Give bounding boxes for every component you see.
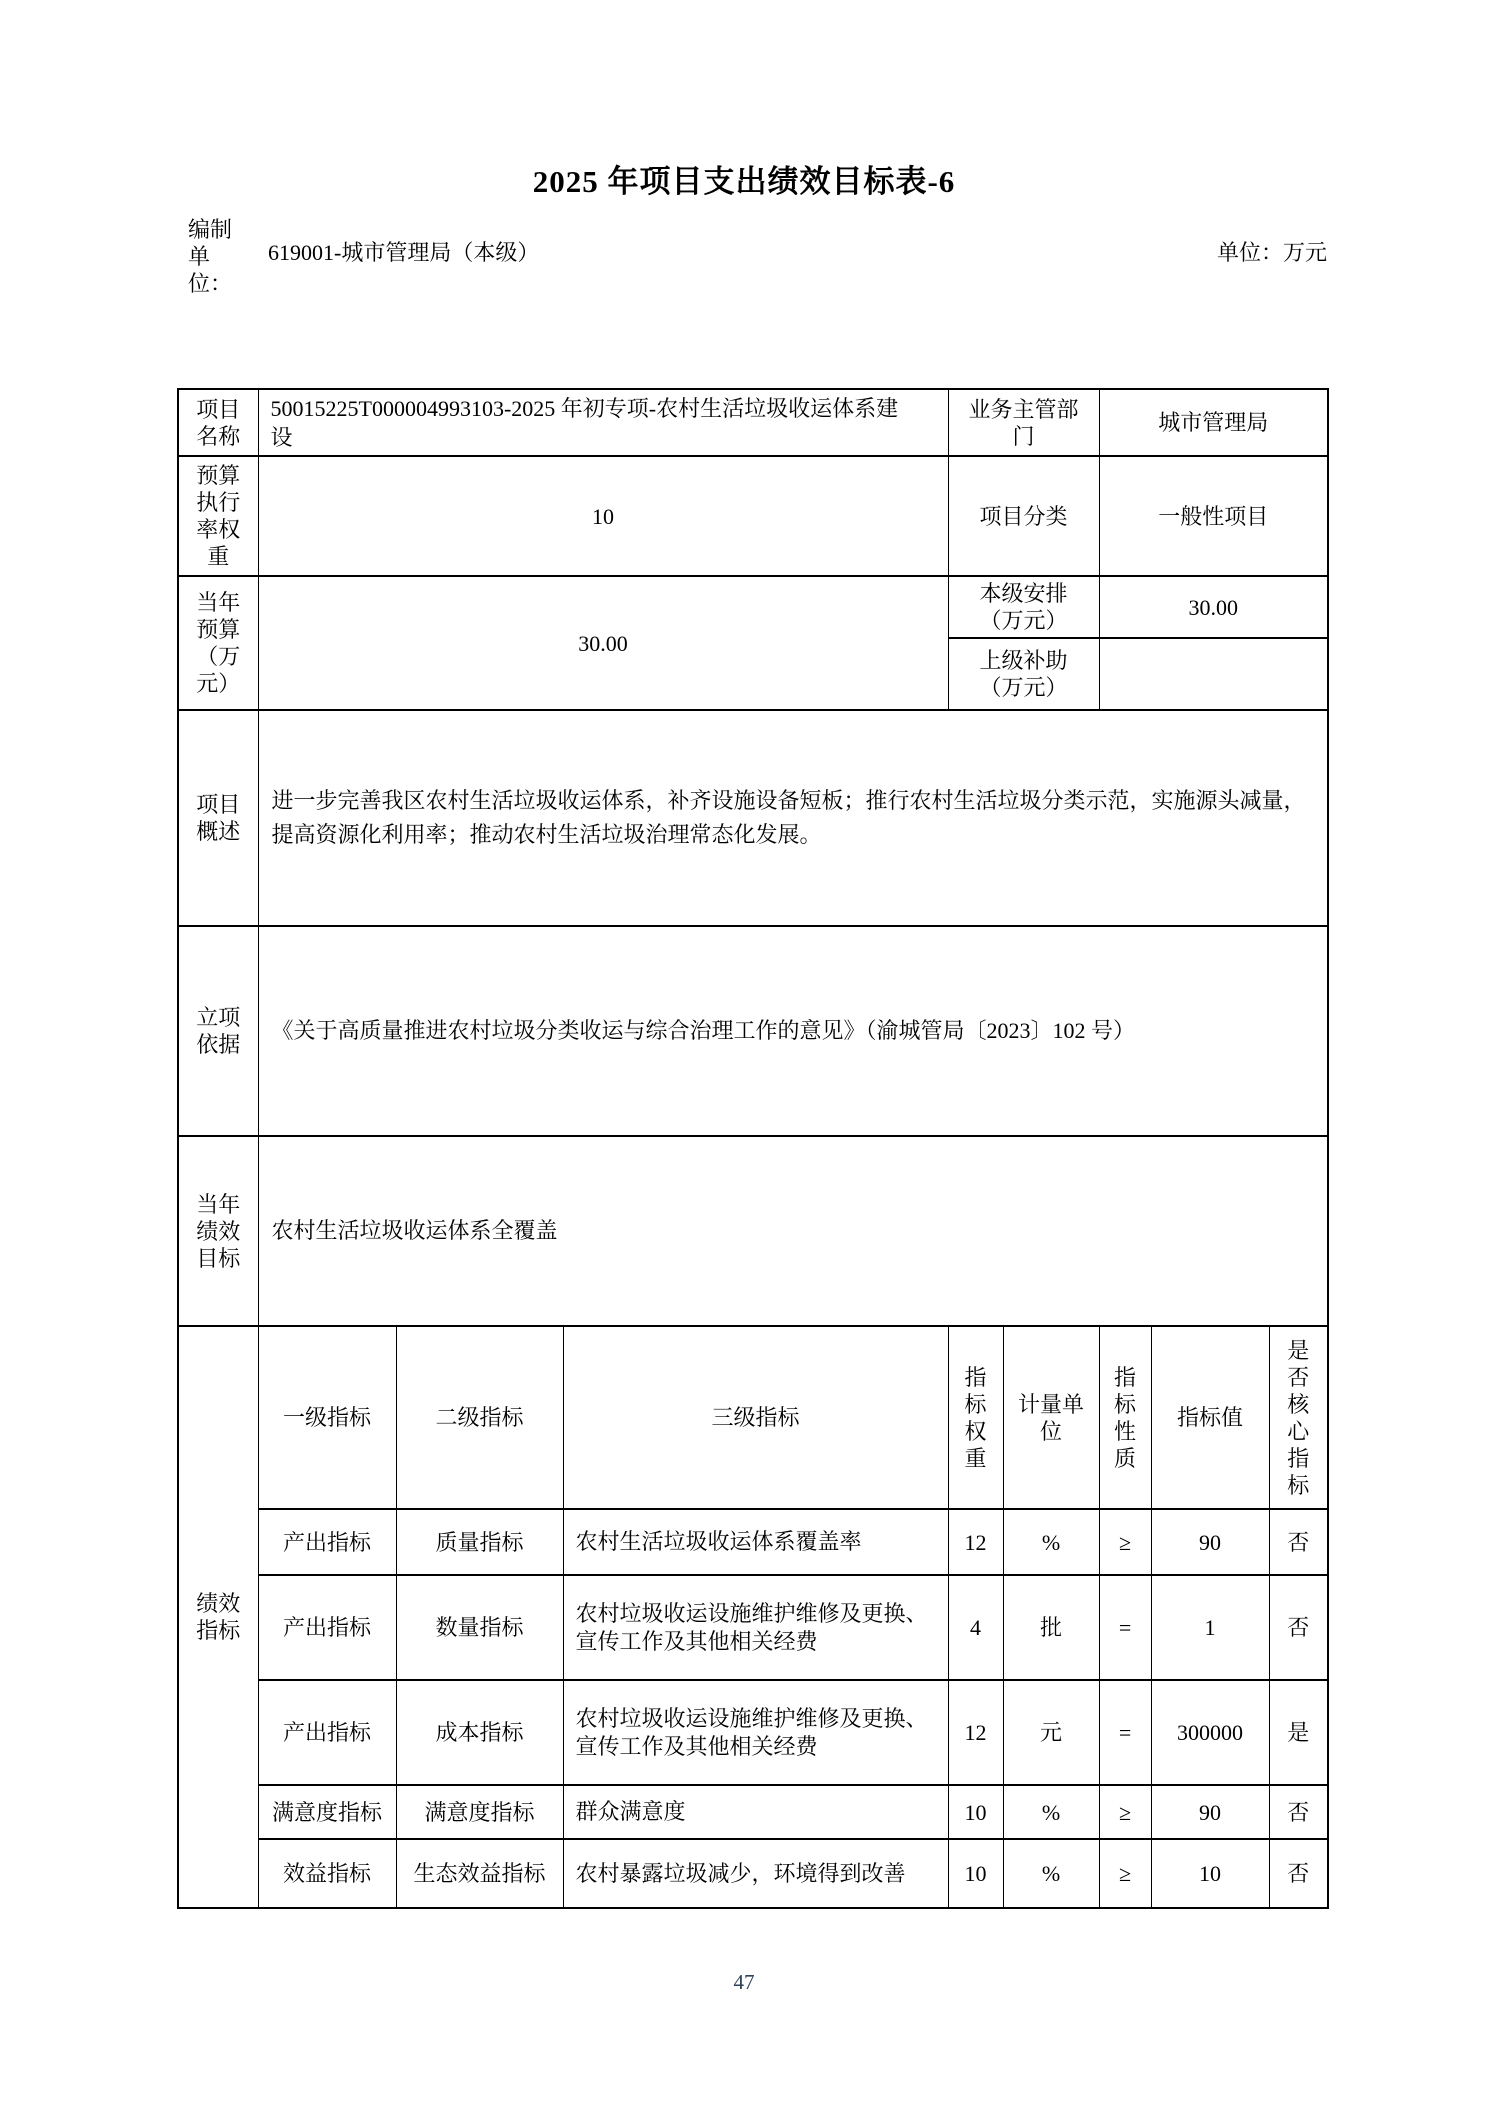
- indicator-core: 否: [1269, 1575, 1328, 1680]
- indicator-level3: 农村暴露垃圾减少，环境得到改善: [563, 1839, 948, 1908]
- indicator-core: 否: [1269, 1509, 1328, 1575]
- indicator-core: 否: [1269, 1785, 1328, 1839]
- project-name-value: 50015225T000004993103-2025 年初专项-农村生活垃圾收运体系建设: [258, 389, 948, 456]
- budget-row: [178, 576, 1328, 638]
- indicator-weight: 4: [948, 1575, 1003, 1680]
- indicator-row: [178, 1509, 1328, 1575]
- basis-row: [178, 926, 1328, 1136]
- dept-value: 城市管理局: [1099, 389, 1328, 456]
- indicator-level2: 质量指标: [396, 1509, 563, 1575]
- header-level1: 一级指标: [258, 1326, 396, 1509]
- header-level2: 二级指标: [396, 1326, 563, 1509]
- goal-value: 农村生活垃圾收运体系全覆盖: [258, 1136, 1328, 1326]
- superior-value: [1099, 638, 1328, 710]
- page-number: 47: [733, 1970, 755, 1994]
- indicator-target-value: 90: [1151, 1509, 1269, 1575]
- page-title: 2025 年项目支出绩效目标表-6: [532, 164, 956, 199]
- indicator-unit: 元: [1003, 1680, 1099, 1785]
- header-weight: 指标权重: [948, 1326, 1003, 1509]
- goal-row: [178, 1136, 1328, 1326]
- indicator-row: [178, 1680, 1328, 1785]
- indicator-unit: %: [1003, 1509, 1099, 1575]
- local-value: 30.00: [1099, 576, 1328, 638]
- prepared-by-label: 编制单位：: [188, 217, 233, 296]
- indicator-target-value: 300000: [1151, 1680, 1269, 1785]
- overview-value: 进一步完善我区农村生活垃圾收运体系，补齐设施设备短板；推行农村生活垃圾分类示范，实施源头减量，提高资源化利用率；推动农村生活垃圾治理常态化发展。: [258, 710, 1328, 926]
- indicator-level2: 数量指标: [396, 1575, 563, 1680]
- indicator-weight: 10: [948, 1839, 1003, 1908]
- indicator-nature: ≥: [1099, 1785, 1151, 1839]
- header-nature: 指标性质: [1099, 1326, 1151, 1509]
- indicator-level2: 满意度指标: [396, 1785, 563, 1839]
- indicator-level2: 生态效益指标: [396, 1839, 563, 1908]
- local-label: 本级安排（万元）: [948, 576, 1099, 638]
- exec-rate-label: 预算执行率权重: [178, 456, 258, 576]
- indicator-level3: 群众满意度: [563, 1785, 948, 1839]
- indicator-unit: %: [1003, 1785, 1099, 1839]
- header-unit: 计量单位: [1003, 1326, 1099, 1509]
- superior-label: 上级补助（万元）: [948, 638, 1099, 710]
- dept-label: 业务主管部门: [948, 389, 1099, 456]
- indicator-unit: 批: [1003, 1575, 1099, 1680]
- category-label: 项目分类: [948, 456, 1099, 576]
- exec-rate-row: [178, 456, 1328, 576]
- indicator-level1: 产出指标: [258, 1509, 396, 1575]
- indicator-nature: =: [1099, 1575, 1151, 1680]
- indicator-row: [178, 1785, 1328, 1839]
- indicator-level1: 产出指标: [258, 1575, 396, 1680]
- prepared-by-value: 619001-城市管理局（本级）: [268, 240, 540, 265]
- indicator-unit: %: [1003, 1839, 1099, 1908]
- exec-rate-value: 10: [258, 456, 948, 576]
- performance-target-table: [177, 388, 1329, 1909]
- indicator-level3: 农村垃圾收运设施维护维修及更换、宣传工作及其他相关经费: [563, 1680, 948, 1785]
- overview-row: [178, 710, 1328, 926]
- indicator-section-label: 绩效指标: [178, 1326, 258, 1908]
- indicator-nature: =: [1099, 1680, 1151, 1785]
- project-name-label: 项目名称: [178, 389, 258, 456]
- indicator-row: [178, 1575, 1328, 1680]
- basis-label: 立项依据: [178, 926, 258, 1136]
- indicator-nature: ≥: [1099, 1839, 1151, 1908]
- project-name-row: [178, 389, 1328, 456]
- overview-label: 项目概述: [178, 710, 258, 926]
- indicator-level1: 效益指标: [258, 1839, 396, 1908]
- indicator-core: 是: [1269, 1680, 1328, 1785]
- indicator-weight: 10: [948, 1785, 1003, 1839]
- budget-label: 当年预算（万元）: [178, 576, 258, 710]
- goal-label: 当年绩效目标: [178, 1136, 258, 1326]
- indicator-weight: 12: [948, 1680, 1003, 1785]
- header-level3: 三级指标: [563, 1326, 948, 1509]
- indicator-level3: 农村垃圾收运设施维护维修及更换、宣传工作及其他相关经费: [563, 1575, 948, 1680]
- header-core: 是否核心指标: [1269, 1326, 1328, 1509]
- indicator-core: 否: [1269, 1839, 1328, 1908]
- indicator-nature: ≥: [1099, 1509, 1151, 1575]
- indicator-target-value: 90: [1151, 1785, 1269, 1839]
- indicator-level2: 成本指标: [396, 1680, 563, 1785]
- indicator-level1: 满意度指标: [258, 1785, 396, 1839]
- indicator-target-value: 10: [1151, 1839, 1269, 1908]
- header-target-value: 指标值: [1151, 1326, 1269, 1509]
- indicator-header-row: [178, 1326, 1328, 1509]
- unit-note: 单位：万元: [1216, 240, 1327, 265]
- indicator-target-value: 1: [1151, 1575, 1269, 1680]
- indicator-level3: 农村生活垃圾收运体系覆盖率: [563, 1509, 948, 1575]
- indicator-level1: 产出指标: [258, 1680, 396, 1785]
- indicator-row: [178, 1839, 1328, 1908]
- budget-value: 30.00: [258, 576, 948, 710]
- basis-value: 《关于高质量推进农村垃圾分类收运与综合治理工作的意见》（渝城管局〔2023〕102 号）: [258, 926, 1328, 1136]
- indicator-weight: 12: [948, 1509, 1003, 1575]
- category-value: 一般性项目: [1099, 456, 1328, 576]
